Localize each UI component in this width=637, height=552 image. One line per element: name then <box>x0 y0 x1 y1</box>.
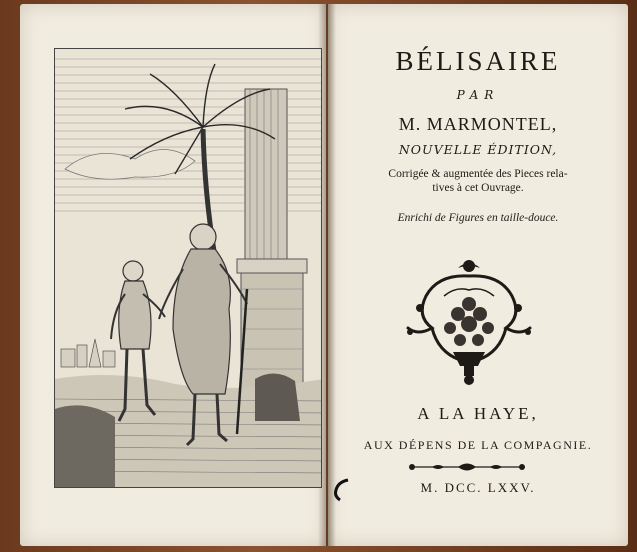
edition-label: NOUVELLE ÉDITION, <box>398 142 558 157</box>
description-line-1: Corrigée & augmentée des Pieces rela- <box>388 168 568 180</box>
bookmark-ribbon-icon <box>330 478 350 502</box>
book-title: BÉLISAIRE <box>395 46 561 76</box>
publisher-line: AUX DÉPENS DE LA COMPAGNIE. <box>363 438 593 452</box>
par-label: PAR <box>456 88 500 102</box>
illustrations-note: Enrichi de Figures en taille-douce. <box>397 212 559 224</box>
engraving-illustration <box>55 49 322 488</box>
publication-place: A LA HAYE, <box>417 404 539 423</box>
printers-ornament-icon <box>398 256 540 388</box>
author-name: M. MARMONTEL, <box>398 114 558 134</box>
frontispiece-engraving <box>54 48 322 488</box>
decorative-rule-icon <box>408 461 526 473</box>
description-line-2: tives à cet Ouvrage. <box>432 182 524 194</box>
publication-date: M. DCC. LXXV. <box>420 480 536 495</box>
